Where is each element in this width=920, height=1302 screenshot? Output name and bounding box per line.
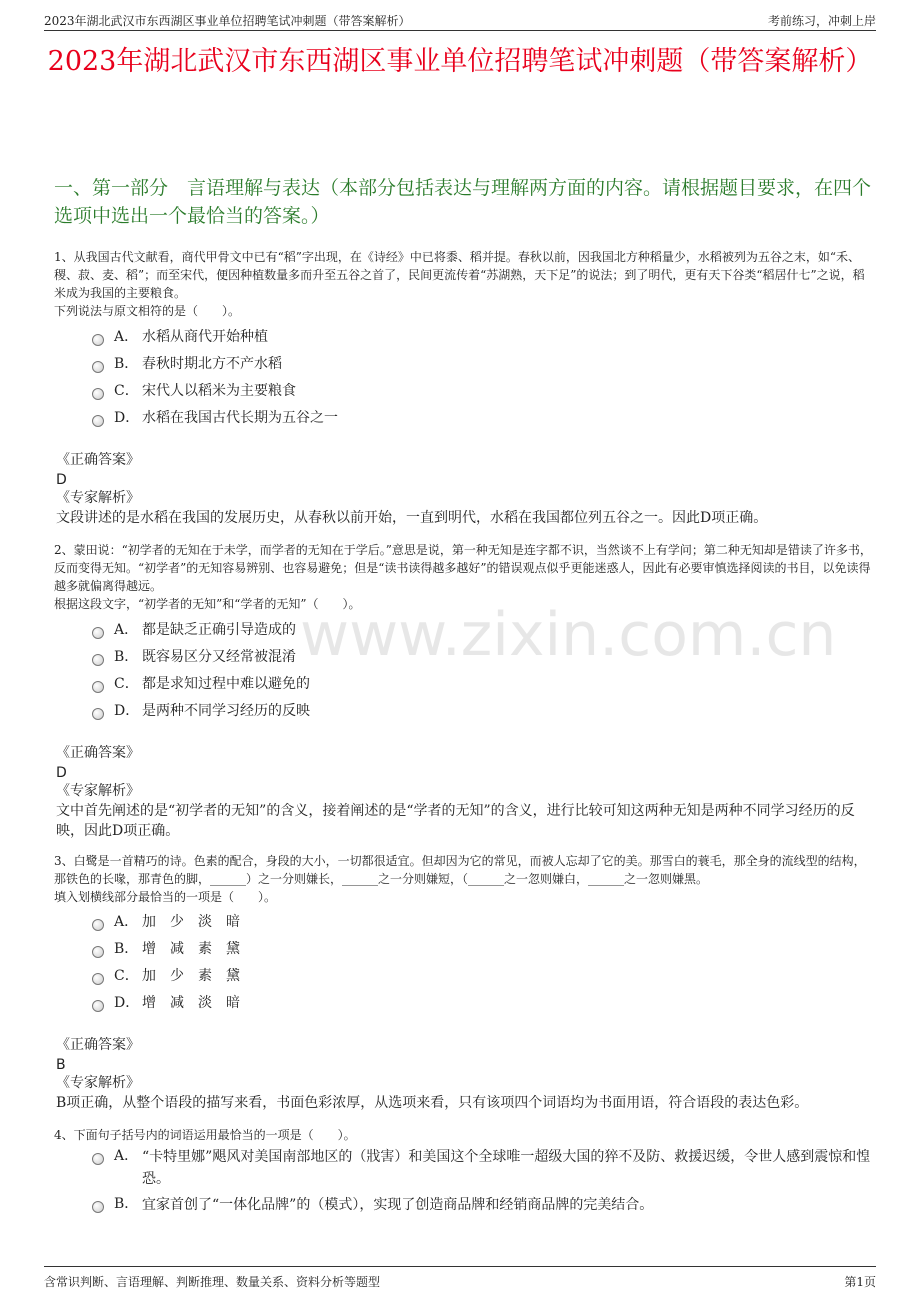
option-letter: C． (114, 968, 139, 984)
option-d[interactable] (92, 408, 872, 435)
radio-icon[interactable] (92, 681, 104, 693)
option-b[interactable] (92, 1194, 872, 1220)
document-title: 2023年湖北武汉市东西湖区事业单位招聘笔试冲刺题（带答案解析） (47, 46, 873, 77)
footer-topics: 含常识判断、言语理解、判断推理、数量关系、资料分析等题型 (44, 1275, 381, 1289)
answer-value: B (56, 1057, 66, 1073)
option-letter: B． (114, 1196, 139, 1212)
header-doc-title: 2023年湖北武汉市东西湖区事业单位招聘笔试冲刺题（带答案解析） (44, 14, 411, 28)
option-c[interactable] (92, 674, 872, 701)
answer-value: D (56, 472, 67, 488)
question-prompt: 下列说法与原文相符的是（ ）。 (54, 304, 241, 318)
question-text: 3、白鹭是一首精巧的诗。色素的配合，身段的大小，一切都很适宜。但却因为它的常见，而被人忘却了它的美。那雪白的蓑毛，那全身的流线型的结构，那铁色的长喙，那青色的脚，______）之一分则嫌长，______之一分则嫌短，（______之一忽则嫌白，______之一忽则嫌黑。 (54, 854, 866, 886)
option-text: 水稻从商代开始种植 (142, 329, 268, 345)
radio-icon[interactable] (92, 415, 104, 427)
option-letter: B． (114, 356, 139, 372)
option-text: 加 少 淡 暗 (142, 914, 240, 930)
section-heading: 一、第一部分 言语理解与表达（本部分包括表达与理解两方面的内容。请根据题目要求，在四个选项中选出一个最恰当的答案。） (54, 177, 872, 227)
option-letter: A． (114, 329, 139, 345)
question-prompt: 填入划横线部分最恰当的一项是（ ）。 (54, 890, 277, 904)
option-b[interactable] (92, 647, 872, 674)
explanation-text: 文段讲述的是水稻在我国的发展历史，从春秋以前开始，一直到明代，水稻在我国都位列五谷之一。因此D项正确。 (56, 510, 768, 526)
option-letter: C． (114, 383, 139, 399)
question-4-options (92, 1146, 872, 1220)
option-text: 水稻在我国古代长期为五谷之一 (142, 410, 338, 426)
option-text: 宋代人以稻米为主要粮食 (142, 383, 296, 399)
option-text: 都是缺乏正确引导造成的 (142, 622, 296, 638)
option-letter: A． (114, 914, 139, 930)
option-d[interactable] (92, 993, 872, 1020)
option-text: 春秋时期北方不产水稻 (142, 356, 282, 372)
option-letter: B． (114, 649, 139, 665)
question-3-options (92, 912, 872, 1020)
question-text: 1、从我国古代文献看，商代甲骨文中已有“稻”字出现，在《诗经》中已将黍、稻并提。春秋以前，因我国北方种稻量少，水稻被列为五谷之末，如“禾、稷、菽、麦、稻”；而至宋代，便因种植数量多而升至五谷之首了，民间更流传着“苏湖熟，天下足”的说法；到了明代，更有天下谷类“稻居什七”之说，稻米成为我国的主要粮食。 (54, 250, 865, 300)
radio-icon[interactable] (92, 946, 104, 958)
question-3-explanation (56, 1073, 876, 1113)
explanation-label: 《专家解析》 (56, 490, 140, 506)
question-2-answer (56, 743, 876, 783)
option-a[interactable] (92, 620, 872, 647)
answer-label: 《正确答案》 (56, 745, 140, 761)
option-a[interactable] (92, 912, 872, 939)
explanation-label: 《专家解析》 (56, 1075, 140, 1091)
radio-icon[interactable] (92, 973, 104, 985)
option-text: 增 减 素 黛 (142, 941, 240, 957)
question-1-explanation (56, 488, 876, 528)
page-header (44, 10, 876, 31)
header-slogan: 考前练习，冲刺上岸 (767, 14, 876, 28)
option-letter: D． (114, 703, 140, 719)
question-2-options (92, 620, 872, 728)
radio-icon[interactable] (92, 334, 104, 346)
question-text: 2、蒙田说：“初学者的无知在于未学，而学者的无知在于学后。”意思是说，第一种无知是连字都不识，当然谈不上有学问；第二种无知却是错读了许多书，反而变得无知。“初学者”的无知容易辨别、也容易避免；但是“读书读得越多越好”的错误观点似乎更能迷惑人，因此有必要审慎选择阅读的书目，以免读得越多就偏离得越远。 (54, 543, 872, 593)
radio-icon[interactable] (92, 919, 104, 931)
option-text: 增 减 淡 暗 (142, 995, 240, 1011)
option-letter: C． (114, 676, 139, 692)
answer-label: 《正确答案》 (56, 452, 140, 468)
option-a[interactable] (92, 1146, 872, 1194)
option-c[interactable] (92, 381, 872, 408)
watermark: www.zixin.com.cn (300, 600, 837, 670)
option-text: 是两种不同学习经历的反映 (142, 703, 310, 719)
radio-icon[interactable] (92, 1201, 104, 1213)
radio-icon[interactable] (92, 388, 104, 400)
radio-icon[interactable] (92, 708, 104, 720)
radio-icon[interactable] (92, 361, 104, 373)
explanation-text: B项正确，从整个语段的描写来看，书面色彩浓厚，从选项来看，只有该项四个词语均为书面用语，符合语段的表达色彩。 (56, 1095, 809, 1111)
question-1-options (92, 327, 872, 435)
option-b[interactable] (92, 354, 872, 381)
option-b[interactable] (92, 939, 872, 966)
radio-icon[interactable] (92, 1000, 104, 1012)
option-letter: B． (114, 941, 139, 957)
option-text: 加 少 素 黛 (142, 968, 240, 984)
option-text: 都是求知过程中难以避免的 (142, 676, 310, 692)
question-1-stem (54, 248, 874, 320)
option-letter: D． (114, 410, 140, 426)
question-3-answer (56, 1035, 876, 1075)
option-letter: A． (114, 622, 139, 638)
radio-icon[interactable] (92, 1153, 104, 1165)
question-3-stem (54, 852, 874, 906)
question-2-explanation (56, 781, 876, 841)
answer-label: 《正确答案》 (56, 1037, 140, 1053)
option-letter: A． (114, 1148, 139, 1164)
answer-value: D (56, 765, 67, 781)
option-letter: D． (114, 995, 140, 1011)
question-2-stem (54, 541, 874, 613)
option-d[interactable] (92, 701, 872, 728)
radio-icon[interactable] (92, 654, 104, 666)
option-text: 既容易区分又经常被混淆 (142, 649, 296, 665)
option-c[interactable] (92, 966, 872, 993)
radio-icon[interactable] (92, 627, 104, 639)
question-4-stem (54, 1126, 874, 1144)
explanation-label: 《专家解析》 (56, 783, 140, 799)
page-footer (44, 1266, 876, 1287)
option-text: “卡特里娜”飓风对美国南部地区的（戕害）和美国这个全球唯一超级大国的猝不及防、救援迟缓，令世人感到震惊和惶恐。 (142, 1149, 871, 1187)
option-a[interactable] (92, 327, 872, 354)
question-text: 4、下面句子括号内的词语运用最恰当的一项是（ ）。 (54, 1128, 356, 1142)
explanation-text: 文中首先阐述的是“初学者的无知”的含义，接着阐述的是“学者的无知”的含义，进行比较可知这两种无知是两种不同学习经历的反映，因此D项正确。 (56, 803, 855, 839)
option-text: 宜家首创了“一体化品牌”的（模式），实现了创造商品牌和经销商品牌的完美结合。 (142, 1197, 654, 1213)
question-prompt: 根据这段文字，“初学者的无知”和“学者的无知”（ ）。 (54, 597, 361, 611)
question-1-answer (56, 450, 876, 490)
page-number: 第1页 (844, 1275, 876, 1289)
